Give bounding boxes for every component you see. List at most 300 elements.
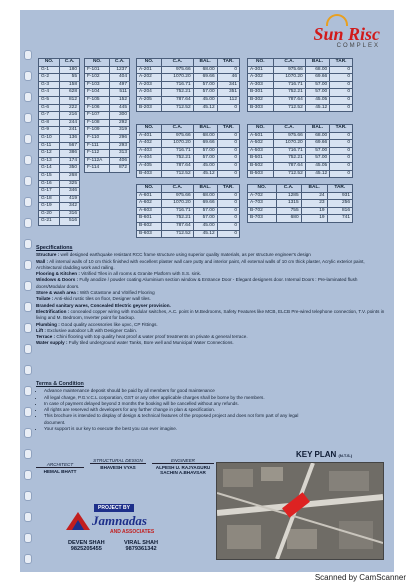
table-header-cell: C.A.	[276, 185, 301, 193]
table-cell: 45.00	[193, 222, 217, 230]
table-cell: 752.21	[162, 89, 194, 97]
table-cell: A-202	[137, 74, 162, 82]
table-cell: 0	[330, 155, 353, 163]
binder-hole-icon	[24, 512, 32, 522]
table-cell: 45.12	[305, 170, 329, 178]
binder-hole-icon	[24, 176, 32, 186]
spec-label: Plumbing :	[36, 321, 60, 327]
terms-list	[36, 388, 306, 432]
table-cell: 69.66	[193, 200, 217, 208]
table-cell: B-203	[137, 104, 162, 112]
table-cell: A-502	[248, 140, 274, 148]
fifth-floor-table	[247, 124, 353, 178]
table-cell: 0	[217, 147, 239, 155]
table-cell: 712.52	[162, 170, 194, 178]
table-cell: 57.00	[305, 89, 329, 97]
table-row	[39, 66, 80, 74]
table-row	[137, 170, 240, 178]
table-cell: 975.66	[162, 192, 194, 200]
table-cell: 68.00	[305, 66, 329, 74]
table-cell: G-16	[39, 180, 60, 188]
table-row	[248, 66, 353, 74]
table-cell: 158	[60, 81, 80, 89]
terms-item: • This brochure is intended to display of design & technical features of the proposed project and does not form part of any legal document.	[44, 413, 306, 426]
architect-role: ARCHITECT	[36, 462, 84, 468]
table-cell: 57.00	[305, 155, 329, 163]
table-cell: 497	[110, 81, 130, 89]
terms-item: • All legal charge, P.G.V.C.L corporation, GST or any other applicable charges shall be borne by the members.	[44, 395, 306, 401]
table-header-cell: BAL.	[193, 125, 217, 133]
table-cell: 57.00	[193, 89, 217, 97]
table-cell: 0	[217, 170, 239, 178]
key-plan-title	[296, 450, 352, 459]
table-cell: F-101	[85, 66, 110, 74]
table-cell: G-21	[39, 218, 60, 226]
table-cell: A-601	[137, 192, 162, 200]
table-cell: A-503	[248, 147, 274, 155]
table-row	[137, 132, 240, 140]
spec-label: Structure :	[36, 252, 60, 258]
table-row	[39, 188, 80, 196]
table-row	[85, 112, 130, 120]
contact-phone: 9879361342	[125, 546, 157, 552]
table-row	[39, 195, 80, 203]
table-cell: 45.12	[193, 230, 217, 238]
table-header-cell: NO.	[137, 125, 162, 133]
table-cell: 0	[330, 140, 353, 148]
table-row	[137, 230, 240, 238]
table-row	[85, 119, 130, 127]
table-cell: 0	[330, 66, 353, 74]
brochure-page	[20, 10, 394, 572]
table-cell: F-105	[85, 96, 110, 104]
table-cell: 296	[110, 134, 130, 142]
table-cell: B-303	[248, 104, 274, 112]
fourth-floor-table	[136, 124, 240, 178]
table-cell: 0	[330, 96, 353, 104]
table-cell: 0	[217, 192, 239, 200]
table-cell: 680	[276, 215, 301, 223]
table-cell: 268	[60, 172, 80, 180]
table-row	[39, 218, 80, 226]
structural-credit	[90, 458, 146, 470]
table-cell: 712.52	[273, 104, 305, 112]
table-cell: 0	[330, 147, 353, 155]
table-cell: A-403	[137, 147, 162, 155]
table-cell: 316	[60, 210, 80, 218]
table-cell: B-702	[248, 207, 277, 215]
contact-name: VIRAL SHAH	[124, 540, 159, 546]
table-cell: 1070.20	[162, 74, 194, 82]
table-header-cell: NO.	[248, 125, 274, 133]
table-cell: 313	[110, 150, 130, 158]
table-cell: 787.64	[273, 96, 305, 104]
table-cell: 0	[217, 200, 239, 208]
spec-text: With Cotastone and Vitrified Flooring	[78, 290, 155, 296]
binder-holes	[24, 50, 32, 550]
spec-label: Electrification :	[36, 308, 70, 314]
table-cell: 752.21	[273, 155, 305, 163]
table-cell: 24	[301, 192, 327, 200]
table-cell: 45.12	[193, 170, 217, 178]
spec-item	[36, 309, 386, 322]
table-header-row	[248, 59, 353, 67]
table-cell: 0	[217, 132, 239, 140]
binder-hole-icon	[24, 533, 32, 543]
binder-hole-icon	[24, 386, 32, 396]
table-row	[137, 215, 240, 223]
spec-text: Exclusive autodoor Lift with Designer Cabin.	[45, 327, 138, 333]
table-row	[39, 119, 80, 127]
table-row	[137, 66, 240, 74]
table-cell: B-603	[137, 230, 162, 238]
table-row	[39, 81, 80, 89]
specifications-section	[36, 245, 386, 347]
table-header-cell: TAR.	[327, 185, 352, 193]
sixth-floor-table	[136, 184, 240, 238]
table-cell: G-18	[39, 195, 60, 203]
binder-hole-icon	[24, 281, 32, 291]
table-row	[39, 96, 80, 104]
table-row	[137, 200, 240, 208]
table-cell: 342	[60, 203, 80, 211]
table-cell: 0	[330, 81, 353, 89]
table-cell: 975.66	[162, 132, 194, 140]
table-cell: 0	[217, 66, 239, 74]
terms-title: Terms & Condition	[36, 381, 84, 387]
table-cell: F-103	[85, 81, 110, 89]
specifications-list	[36, 252, 386, 346]
table-cell: A-203	[137, 81, 162, 89]
table-row	[248, 140, 353, 148]
table-cell: 787.64	[162, 222, 194, 230]
table-row	[39, 180, 80, 188]
table-cell: 975.66	[273, 132, 305, 140]
table-cell: A-201	[137, 66, 162, 74]
table-cell: G-10	[39, 134, 60, 142]
table-row	[137, 222, 240, 230]
table-cell: 812	[60, 96, 80, 104]
spec-text: All internal walls of 10 cm thick finished with excellent plaster wall care putty and interior paint, All external walls of 10 cm thick plaster, Acrylic exterior paint, Architectural cladding work and railing.	[36, 258, 365, 270]
table-row	[137, 207, 240, 215]
firm-associates: AND ASSOCIATES	[110, 529, 155, 535]
table-cell: 222	[60, 104, 80, 112]
table-cell: 755	[276, 207, 301, 215]
spec-item	[36, 259, 386, 272]
table-cell: B-501	[248, 155, 274, 163]
firm-name: Jamnadas	[92, 513, 147, 528]
table-cell: 68.00	[305, 132, 329, 140]
table-cell: G-9	[39, 127, 60, 135]
key-plan-map-image	[217, 463, 383, 559]
table-cell: 69.66	[193, 74, 217, 82]
table-cell: 419	[60, 195, 80, 203]
table-cell: 216	[60, 112, 80, 120]
table-cell: 292	[110, 119, 130, 127]
third-floor-table	[247, 58, 353, 112]
table-row	[39, 142, 80, 150]
table-header-cell: C.A.	[110, 59, 130, 67]
table-header-cell: TAR.	[217, 59, 239, 67]
table-cell: 1237	[110, 66, 130, 74]
table-row	[248, 74, 353, 82]
table-header-cell: NO.	[248, 185, 277, 193]
table-cell: 0	[330, 89, 353, 97]
spec-text: concealed copper wiring with modular switches, A.C. point in M.Bedrooms, Safety Features like MCB, ELCB Pre-wired telephone connection, T.V. points in living and M. Bedroom, Inverter point for backup.	[36, 308, 385, 321]
table-row	[137, 96, 240, 104]
table-cell: 68.00	[193, 192, 217, 200]
table-cell: A-404	[137, 155, 162, 163]
table-header-cell: TAR.	[217, 185, 239, 193]
engineer-role: ENGINEER	[152, 458, 214, 464]
table-header-cell: BAL.	[193, 185, 217, 193]
table-row	[137, 192, 240, 200]
spec-label: Toilate :	[36, 296, 54, 302]
table-cell: G-17	[39, 188, 60, 196]
table-cell: F-104	[85, 89, 110, 97]
engineer-name: ALPESH U. RAJYAGURU SACHIN A.BHAVSAR	[155, 465, 211, 475]
table-cell: G-8	[39, 119, 60, 127]
table-row	[248, 170, 353, 178]
table-cell: 0	[330, 170, 353, 178]
table-header-cell: C.A.	[162, 185, 194, 193]
table-row	[85, 157, 130, 165]
specifications-title: Specifications	[36, 245, 73, 251]
table-cell: 0	[330, 104, 353, 112]
key-plan-map	[216, 462, 384, 560]
table-cell: B-403	[137, 170, 162, 178]
table-cell: 244	[60, 119, 80, 127]
spec-text: Vitrified Tiles in all rooms & Granite Platform with S.S. sink.	[79, 271, 202, 277]
table-cell: B-302	[248, 96, 274, 104]
table-row	[85, 81, 130, 89]
table-cell: 57.00	[193, 81, 217, 89]
terms-item: • All rights are reserved with developers for any further change in plan & specification.	[44, 407, 306, 413]
table-cell: 23	[301, 200, 327, 208]
table-cell: A-301	[248, 66, 274, 74]
spec-label: Branded sanitary wares, Concealed Electric geyser provision.	[36, 302, 171, 308]
table-row	[39, 89, 80, 97]
table-cell: 57.00	[193, 147, 217, 155]
table-cell: 68.00	[193, 132, 217, 140]
binder-hole-icon	[24, 71, 32, 81]
binder-hole-icon	[24, 155, 32, 165]
table-cell: 241	[60, 127, 80, 135]
table-cell: F-109	[85, 127, 110, 135]
table-cell: G-4	[39, 89, 60, 97]
table-cell: F-102	[85, 74, 110, 82]
table-cell: 787.64	[162, 162, 194, 170]
table-header-cell: TAR.	[330, 125, 353, 133]
table-cell: 716.71	[162, 81, 194, 89]
table-cell: 0	[217, 140, 239, 148]
table-cell: 516	[60, 218, 80, 226]
table-header-row	[137, 125, 240, 133]
table-cell: 68.00	[193, 66, 217, 74]
binder-hole-icon	[24, 491, 32, 501]
table-row	[85, 89, 130, 97]
table-cell: 152	[110, 96, 130, 104]
contact-name: DEVEN SHAH	[68, 540, 105, 546]
table-cell: 45.12	[305, 104, 329, 112]
table-cell: A-703	[248, 200, 277, 208]
second-floor-table	[136, 58, 240, 112]
contact-viral	[124, 540, 158, 552]
table-header-cell: TAR.	[217, 125, 239, 133]
table-cell: 350	[60, 165, 80, 173]
table-cell: 0	[217, 162, 239, 170]
key-plan-nts: (N.T.S.)	[338, 453, 353, 458]
spec-label: Lift :	[36, 327, 46, 333]
table-cell: 136	[60, 134, 80, 142]
table-cell: 752.21	[162, 155, 194, 163]
first-floor-table	[84, 58, 130, 173]
table-cell: 1070.20	[162, 200, 194, 208]
table-cell: 872	[110, 165, 130, 173]
contact-deven	[68, 540, 105, 552]
table-row	[137, 89, 240, 97]
table-cell: 19	[301, 215, 327, 223]
table-row	[39, 203, 80, 211]
table-cell: 0	[217, 222, 239, 230]
engineer-credit	[152, 458, 214, 475]
table-header-cell: NO.	[137, 185, 162, 193]
table-cell: 1285	[276, 192, 301, 200]
table-cell: 975.66	[162, 66, 194, 74]
binder-hole-icon	[24, 470, 32, 480]
table-row	[248, 162, 353, 170]
table-cell: 351	[217, 89, 239, 97]
table-row	[248, 81, 353, 89]
table-row	[248, 147, 353, 155]
table-row	[39, 165, 80, 173]
spec-text: Fully anodize / powder coating Aluminium section window & Entrance Door - Elegant designers door. Internal Doors : Pre-laminated flush doors/Modular doors.	[36, 277, 358, 289]
table-cell: 752.21	[162, 215, 194, 223]
spec-text: Good quality accessories like upvc, CP Fittings.	[59, 321, 158, 327]
table-cell: 45.05	[305, 162, 329, 170]
table-cell: 256	[327, 200, 352, 208]
table-cell: F-110	[85, 134, 110, 142]
table-cell: G-3	[39, 81, 60, 89]
table-cell: A-204	[137, 89, 162, 97]
brand-subtitle: COMPLEX	[336, 43, 380, 49]
table-cell: 69.66	[305, 140, 329, 148]
table-cell: 1070.20	[162, 140, 194, 148]
table-row	[248, 132, 353, 140]
table-header-cell: NO.	[137, 59, 162, 67]
table-header-cell: TAR.	[330, 59, 353, 67]
table-cell: G-20	[39, 210, 60, 218]
table-cell: 628	[60, 89, 80, 97]
table-row	[137, 162, 240, 170]
table-cell: F-112	[85, 150, 110, 158]
spec-text: Fully tiled underground water Tanks, Bore well and Municipal Water Connections.	[67, 340, 234, 346]
binder-hole-icon	[24, 113, 32, 123]
key-plan-label: KEY PLAN	[296, 450, 337, 459]
table-header-cell: NO.	[39, 59, 60, 67]
table-cell: 0	[217, 155, 239, 163]
table-cell: 0	[330, 162, 353, 170]
table-cell: 712.52	[162, 104, 194, 112]
table-header-cell: C.A.	[273, 59, 305, 67]
table-cell: G-13	[39, 157, 60, 165]
contact-phone: 9825205455	[70, 546, 102, 552]
binder-hole-icon	[24, 554, 32, 564]
structural-role: STRUCTURAL DESIGN	[90, 458, 146, 464]
spec-text: Anti-skid rustic tiles on floor, Designer wall tiles.	[53, 296, 151, 302]
table-cell: 0	[217, 207, 239, 215]
table-cell: 0	[217, 215, 239, 223]
table-cell: 787.64	[273, 162, 305, 170]
table-row	[85, 96, 130, 104]
table-cell: 1070.20	[273, 74, 305, 82]
table-row	[85, 134, 130, 142]
table-cell: 445	[110, 104, 130, 112]
table-cell: 57.00	[193, 215, 217, 223]
table-row	[137, 140, 240, 148]
spec-text: Chini flooring with top quality heat proof & water proof treatments on private & general terrace.	[55, 334, 248, 340]
spec-label: Store & wash area :	[36, 290, 79, 296]
binder-hole-icon	[24, 260, 32, 270]
table-cell: 716.71	[162, 147, 194, 155]
table-header-cell: C.A.	[162, 125, 194, 133]
table-cell: 741	[327, 215, 352, 223]
table-cell: G-14	[39, 165, 60, 173]
table-cell: B-502	[248, 162, 274, 170]
binder-hole-icon	[24, 134, 32, 144]
table-cell: 404	[110, 74, 130, 82]
table-cell: G-5	[39, 96, 60, 104]
table-cell: 716.71	[162, 207, 194, 215]
table-cell: A-603	[137, 207, 162, 215]
table-header-row	[248, 185, 353, 193]
table-header-row	[137, 185, 240, 193]
binder-hole-icon	[24, 92, 32, 102]
firm-logo-icon	[64, 510, 92, 532]
spec-item	[36, 277, 386, 290]
table-cell: B-301	[248, 89, 274, 97]
table-cell: F-106	[85, 104, 110, 112]
table-header-row	[137, 59, 240, 67]
table-header-row	[85, 59, 130, 67]
table-cell: F-108	[85, 119, 110, 127]
table-row	[39, 134, 80, 142]
table-cell: G-12	[39, 150, 60, 158]
table-cell: A-602	[137, 200, 162, 208]
table-header-row	[39, 59, 80, 67]
table-cell: 386	[60, 150, 80, 158]
scanner-footer: Scanned by CamScanner	[314, 573, 406, 582]
table-row	[39, 150, 80, 158]
architect-credit	[36, 462, 84, 474]
table-cell: 816	[327, 207, 352, 215]
table-cell: 57.00	[305, 81, 329, 89]
table-cell: F-112A	[85, 157, 110, 165]
table-row	[248, 200, 353, 208]
table-cell: 69.66	[305, 74, 329, 82]
table-row	[137, 81, 240, 89]
table-cell: G-2	[39, 74, 60, 82]
table-cell: A-401	[137, 132, 162, 140]
table-row	[137, 155, 240, 163]
table-cell: A-405	[137, 162, 162, 170]
table-cell: G-6	[39, 104, 60, 112]
table-cell: 406	[110, 157, 130, 165]
table-cell: 46	[217, 74, 239, 82]
spec-text: well designed earthquake resistant RCC frame structure using superior quality materials, as per structure engineer's design	[59, 252, 311, 258]
table-cell: G-1	[39, 66, 60, 74]
table-cell: 0	[330, 74, 353, 82]
